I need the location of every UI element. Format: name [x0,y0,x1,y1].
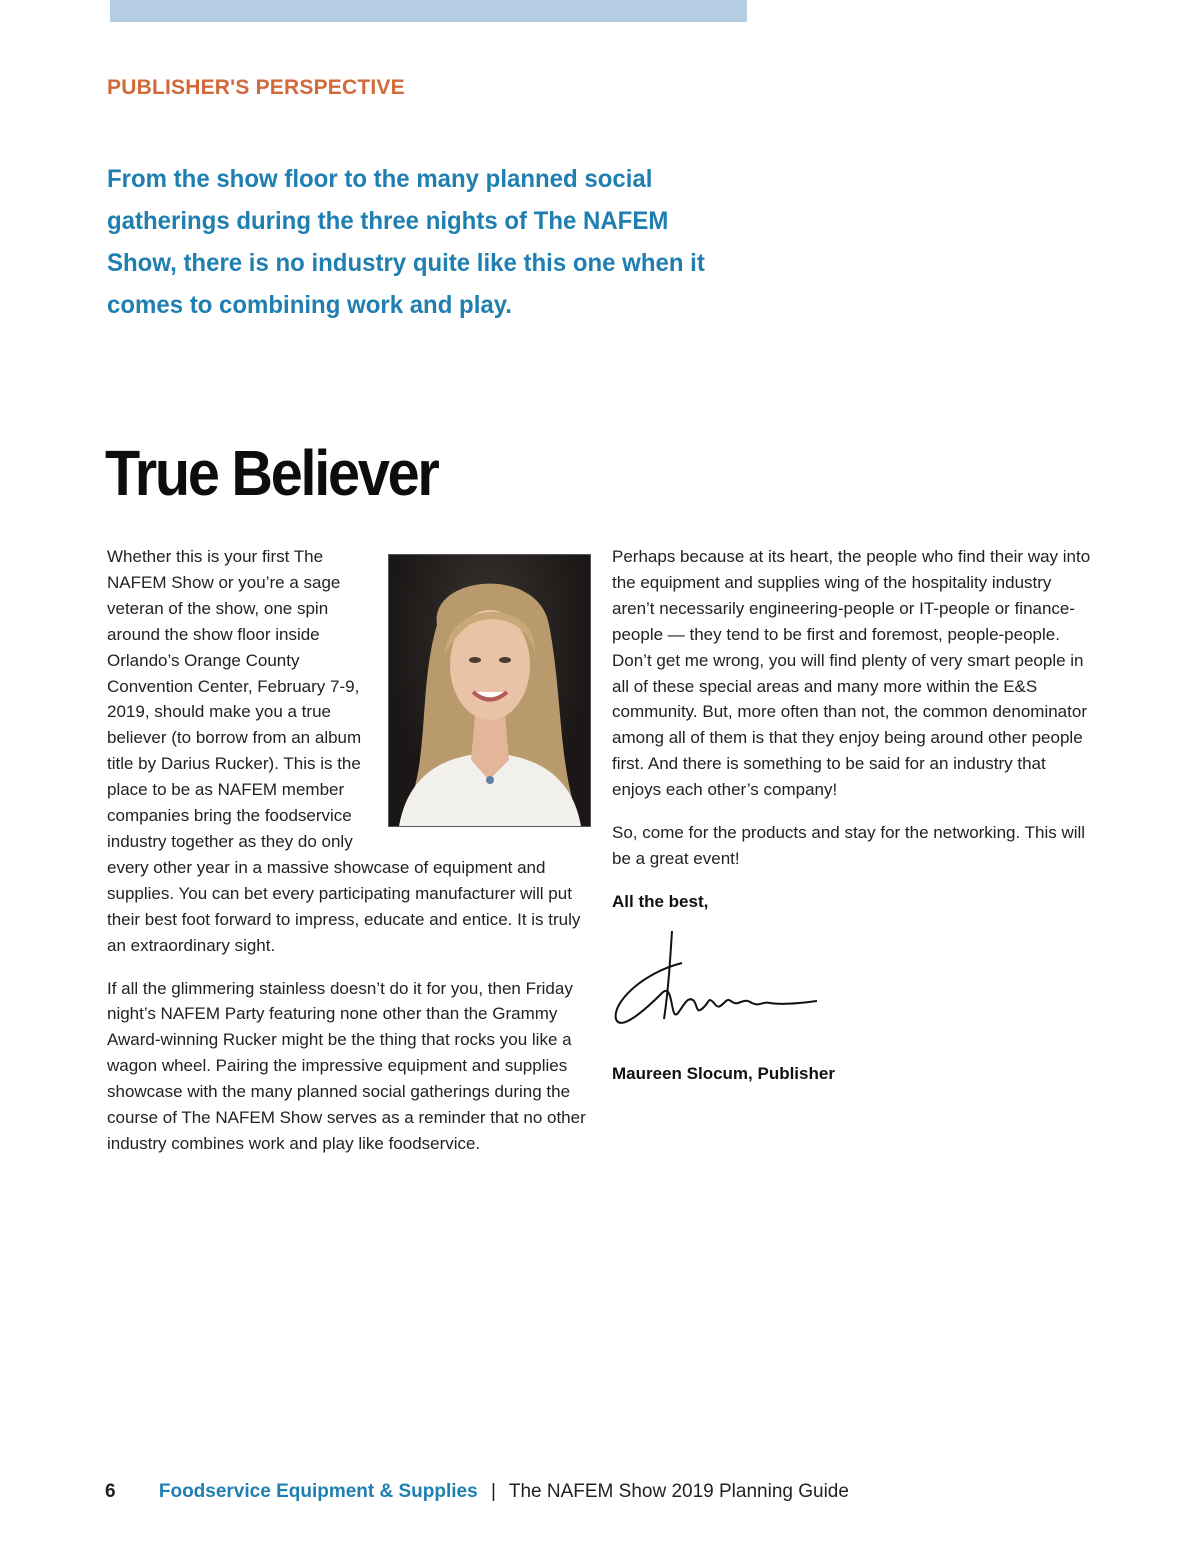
left-paragraph-1: Whether this is your first The NAFEM Show or you’re a sage veteran of the show, one spin around the show floor inside Orlando’s Orange County Convention Center, February 7-9, 2019, should make you a true believer (to borrow from an album title by Darius Rucker). This is the place to be as NAFEM member companies bring the foodservice industry together as they do only every other year in a massive showcase of equipment and supplies. You can bet every participating manufacturer will put their best foot forward to impress, educate and entice. It is truly an extraordinary sight. [107,547,581,955]
publisher-portrait-photo [388,554,591,827]
right-paragraph-2: So, come for the products and stay for the networking. This will be a great event! [612,823,1086,868]
left-column [107,544,591,1174]
closing-line: All the best, [612,891,709,911]
footer-separator: | [490,1481,496,1502]
article-headline: True Believer [105,437,438,509]
right-paragraph-1: Perhaps because at its heart, the people who find their way into the equipment and supplies wing of the hospitality industry aren’t necessarily engineering-people or IT-people or finance-people — they tend to be first and foremost, people-people. Don’t get me wrong, you will find plenty of very smart people in all of these special areas and many more within the E&S community. But, more often than not, the common denominator among all of them is that they enjoy being around other people first. And there is something to be said for an industry that enjoys each other’s company! [612,547,1091,800]
issue-title: The NAFEM Show 2019 Planning Guide [508,1481,849,1502]
pull-quote: From the show floor to the many planned social gatherings during the three nights of The NAFEM Show, there is no industry quite like this one when it comes to combining work and play. [107,165,705,319]
section-label: PUBLISHER'S PERSPECTIVE [107,76,405,99]
magazine-name: Foodservice Equipment & Supplies [158,1481,478,1502]
page-number: 6 [105,1481,116,1502]
page-footer [105,1481,849,1503]
right-column [612,544,1094,1087]
handwritten-signature [612,923,1094,1039]
top-color-bar [110,0,747,22]
publisher-byline: Maureen Slocum, Publisher [612,1063,835,1083]
left-paragraph-2: If all the glimmering stainless doesn’t do it for you, then Friday night’s NAFEM Party featuring none other than the Grammy Award-winning Rucker might be the thing that rocks you like a wagon wheel. Pairing the impressive equipment and supplies showcase with the many planned social gatherings during the course of The NAFEM Show serves as a reminder that no other industry combines work and play like foodservice. [107,978,586,1153]
